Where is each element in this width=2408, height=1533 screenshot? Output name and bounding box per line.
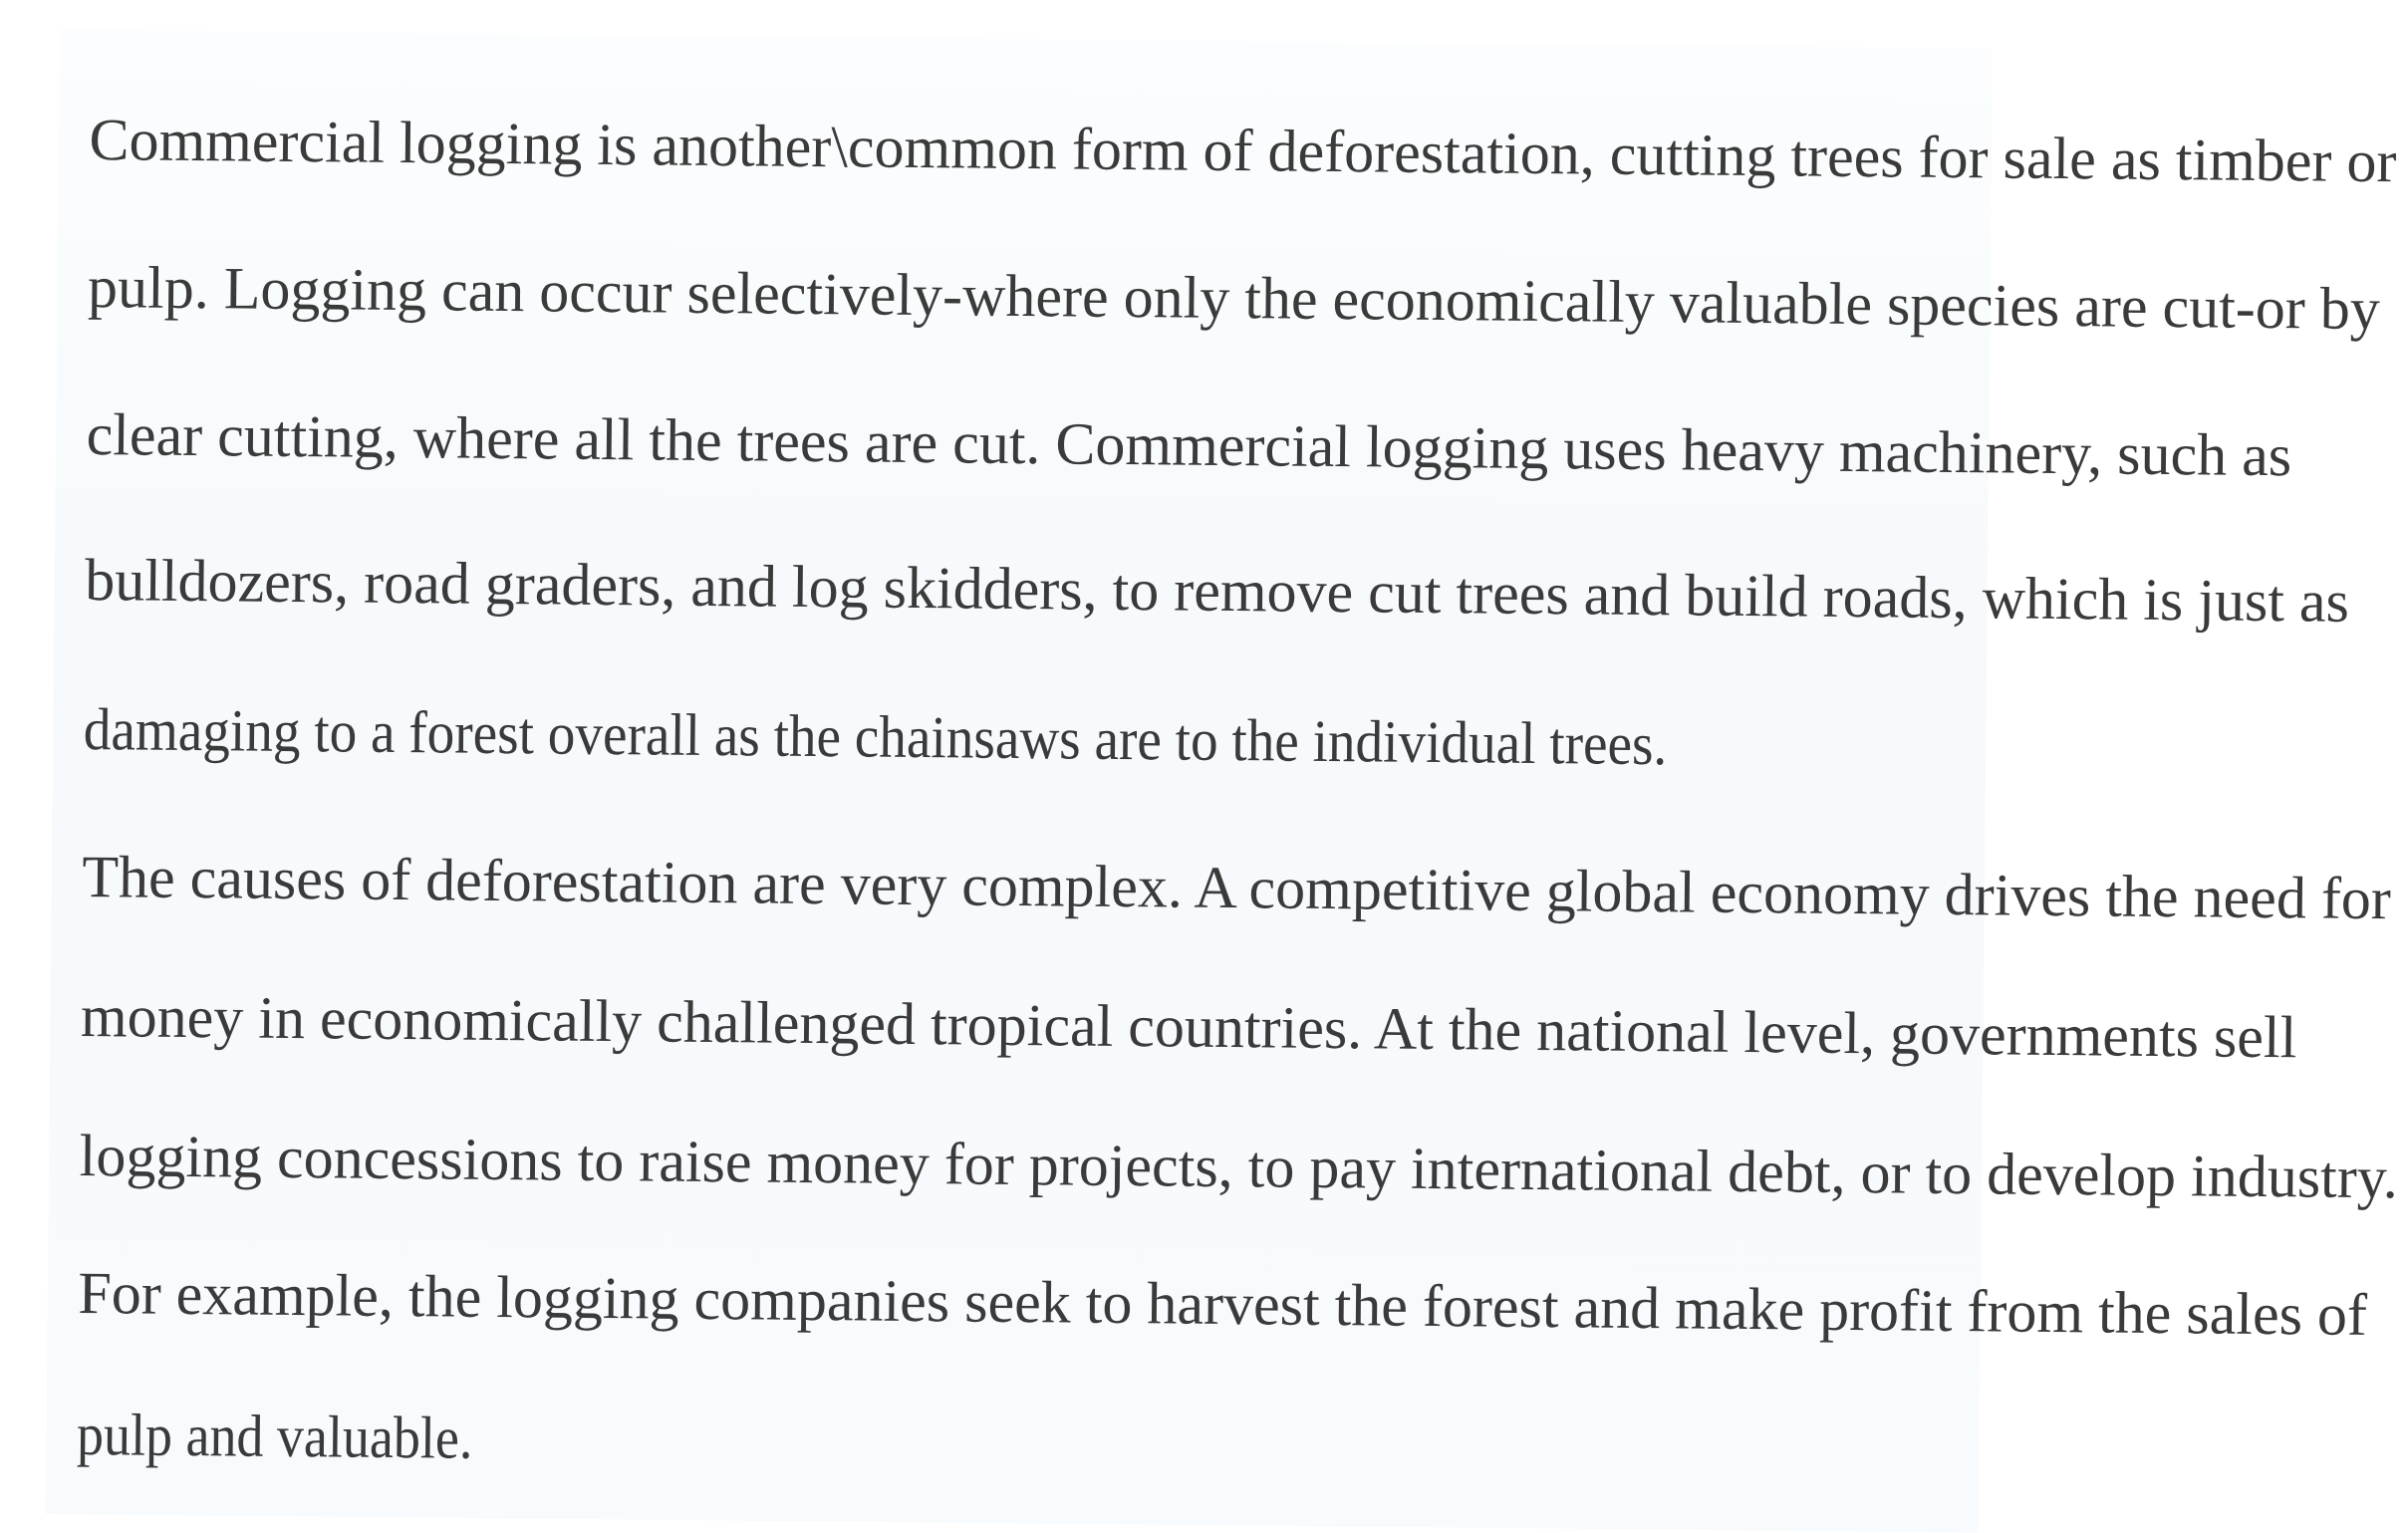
text-line-content: clear cutting, where all the trees are cut. Commercial logging uses heavy machinery, such as <box>86 400 2292 489</box>
text-line-content: money in economically challenged tropical countries. At the national level, governments sell <box>80 982 2297 1071</box>
text-line-content: pulp and valuable. <box>76 1401 473 1471</box>
text-line-content: logging concessions to raise money for projects, to pay international debt, or to develop industry. <box>79 1122 2399 1211</box>
text-line-content: The causes of deforestation are very complex. A competitive global economy drives the need for <box>82 843 2392 932</box>
text-line-content: damaging to a forest overall as the chainsaws are to the individual trees. <box>83 695 1668 778</box>
text-line-content: bulldozers, road graders, and log skidders, to remove cut trees and build roads, which is just as <box>84 546 2350 635</box>
text-line <box>76 1401 476 1471</box>
text-line-content: pulp. Logging can occur selectively-where only the economically valuable species are cut-or by <box>87 253 2381 343</box>
text-line <box>83 695 1668 778</box>
text-line-content: Commercial logging is another\common form of deforestation, cutting trees for sale as timber or <box>89 106 2397 195</box>
text-line-content: For example, the logging companies seek to harvest the forest and make profit from the sales of <box>78 1259 2368 1348</box>
